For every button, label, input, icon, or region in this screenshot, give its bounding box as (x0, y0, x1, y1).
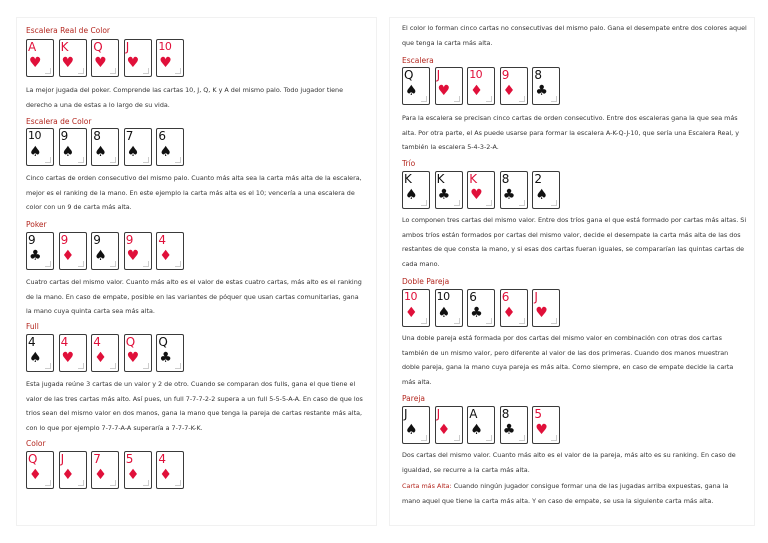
card-rank: 7 (93, 452, 101, 466)
card-rank: 9 (125, 233, 133, 247)
card-rank: 9 (501, 68, 509, 82)
card-rank: A (469, 407, 477, 421)
card-corner (110, 261, 116, 267)
playing-card (124, 39, 152, 77)
card-rank: 9 (60, 233, 68, 247)
card-corner (454, 435, 460, 441)
card-corner (486, 96, 492, 102)
heading-color: Color (26, 439, 46, 448)
club-icon: ♣ (535, 83, 548, 99)
card-rank: J (436, 68, 440, 82)
cards-poker (26, 232, 189, 273)
spade-icon: ♠ (159, 144, 172, 160)
club-icon: ♣ (437, 187, 451, 203)
card-rank: J (60, 452, 64, 466)
text-poker: Cuatro cartas del mismo valor. Cuanto más alto es el valor de estas cuatro cartas, más alto es el ranking de la mano. En caso de empate, posible en las variantes de póquer que usan cartas comunitarias, gana la mano cuya quinta carta sea más alta. (26, 278, 362, 315)
text-full: Esta jugada reúne 3 cartas de un valor y 2 de otro. Cuando se comparan dos fulls, gana el que tiene el valor de las tres cartas más alto. Así pues, un full 7-7-7-2-2 supera a un full 5-5-5-A-A. En caso de que los trios sean del mismo valor en dos manos, gana la mano que tenga la pareja de cartas restante más alta, con lo que por ejemplo 7-7-7-A-A superaría a 7-7-7-K-K. (26, 380, 363, 432)
card-rank: 8 (93, 129, 101, 143)
card-corner (110, 363, 116, 369)
card-corner (143, 157, 149, 163)
diamond-icon: ♦ (502, 305, 516, 321)
card-rank: K (436, 172, 444, 186)
club-icon: ♣ (29, 248, 42, 264)
heart-icon: ♥ (61, 55, 75, 71)
card-corner (143, 68, 149, 74)
playing-card (91, 451, 119, 489)
text-escalera-color: Cinco cartas de orden consecutivo del mismo palo. Cuanto más alta sea la carta más alta de la escalera, mejor es el ranking de la mano. En este ejemplo la carta más alta es el 10; vencería a una escalera de color con un 9 de carta más alta. (26, 174, 362, 211)
playing-card (467, 171, 495, 209)
playing-card (532, 171, 560, 209)
playing-card (435, 171, 463, 209)
spade-icon: ♠ (470, 422, 483, 438)
club-icon: ♣ (502, 187, 516, 203)
playing-card (435, 67, 463, 105)
diamond-icon: ♦ (405, 305, 418, 321)
card-corner (519, 96, 525, 102)
diamond-icon: ♦ (61, 467, 75, 483)
card-corner (110, 157, 116, 163)
card-corner (45, 157, 51, 163)
cards-doble-pareja (402, 289, 565, 330)
playing-card (156, 39, 184, 77)
card-rank: 6 (501, 290, 509, 304)
card-corner (78, 261, 84, 267)
card-corner (143, 261, 149, 267)
playing-card (500, 67, 528, 105)
text-color: El color lo forman cinco cartas no consecutivas del mismo palo. Gana el desempate entre dos colores aquel que tenga la carta más alta. (402, 24, 747, 47)
heart-icon: ♥ (159, 55, 172, 71)
playing-card (59, 232, 87, 270)
card-rank: K (404, 172, 412, 186)
diamond-icon: ♦ (29, 467, 42, 483)
heart-icon: ♥ (29, 55, 42, 71)
card-rank: 10 (469, 68, 483, 81)
diamond-icon: ♦ (437, 422, 451, 438)
diamond-icon: ♦ (470, 83, 483, 99)
card-rank: Q (404, 68, 413, 82)
card-rank: J (436, 407, 440, 421)
heading-pareja: Pareja (402, 394, 425, 403)
heart-icon: ♥ (126, 350, 140, 366)
card-rank: Q (28, 452, 37, 466)
card-rank: 2 (534, 172, 542, 186)
playing-card (402, 171, 430, 209)
playing-card (532, 67, 560, 105)
spade-icon: ♠ (94, 248, 107, 264)
heart-icon: ♥ (126, 248, 140, 264)
card-corner (421, 435, 427, 441)
card-corner (175, 157, 181, 163)
spade-icon: ♠ (94, 144, 107, 160)
card-corner (45, 480, 51, 486)
heart-icon: ♥ (126, 55, 140, 71)
card-corner (519, 200, 525, 206)
card-corner (551, 318, 557, 324)
heart-icon: ♥ (437, 83, 451, 99)
text-carta-mas-alta (402, 479, 747, 508)
card-rank: A (28, 40, 36, 54)
playing-card (59, 128, 87, 166)
card-rank: 8 (501, 172, 509, 186)
playing-card (26, 334, 54, 372)
card-corner (78, 157, 84, 163)
heading-doble-pareja: Doble Pareja (402, 277, 450, 286)
diamond-icon: ♦ (126, 467, 140, 483)
heart-icon: ♥ (61, 350, 75, 366)
heading-poker: Poker (26, 220, 47, 229)
playing-card (156, 451, 184, 489)
card-rank: Q (125, 335, 135, 349)
diamond-icon: ♦ (94, 350, 107, 366)
playing-card (435, 289, 463, 327)
text-escalera-real: La mejor jugada del poker. Comprende las cartas 10, J, Q, K y A del mismo palo. Todo jugador tiene derecho a una de estas a lo largo de su vida. (26, 86, 344, 109)
playing-card (156, 334, 184, 372)
playing-card (59, 451, 87, 489)
spade-icon: ♠ (437, 305, 451, 321)
diamond-icon: ♦ (502, 83, 516, 99)
card-corner (78, 363, 84, 369)
playing-card (124, 451, 152, 489)
card-rank: K (469, 172, 477, 186)
spade-icon: ♠ (29, 350, 42, 366)
card-corner (551, 96, 557, 102)
text-pareja: Dos cartas del mismo valor. Cuanto más alto es el valor de la pareja, más alto es su ranking. En caso de igualdad, se recurre a la carta más alta. (402, 451, 736, 474)
club-icon: ♣ (470, 305, 483, 321)
heart-icon: ♥ (94, 55, 107, 71)
card-rank: 9 (93, 233, 101, 247)
card-corner (110, 480, 116, 486)
heading-full: Full (26, 322, 39, 331)
card-corner (454, 318, 460, 324)
card-rank: Q (93, 40, 103, 54)
card-corner (421, 200, 427, 206)
card-corner (421, 96, 427, 102)
card-rank: 10 (158, 40, 172, 53)
playing-card (26, 128, 54, 166)
card-corner (454, 96, 460, 102)
heart-icon: ♥ (470, 187, 483, 203)
label-carta-mas-alta: Carta más Alta: (402, 482, 452, 490)
card-corner (45, 363, 51, 369)
text-doble-pareja: Una doble pareja está formada por dos cartas del mismo valor en combinación con otras dos cartas también de un mismo valor, pero diferente al valor de las dos primeras. Cuando dos manos muestran doble pareja, gana la mano cuya pareja es más alta. Como siempre, en caso de empate decide la carta más alta. (402, 334, 734, 386)
card-corner (78, 480, 84, 486)
card-corner (551, 435, 557, 441)
card-corner (45, 261, 51, 267)
card-rank: J (404, 407, 408, 421)
text-trio: Lo componen tres cartas del mismo valor. Entre dos tríos gana el que está formado por cartas más altas. Si ambos tríos están formados por cartas del mismo valor, decide el desempate la carta más alta de las dos restantes de que consta la mano, y si esas dos cartas fueran iguales, se compararían las quintas cartas de cada mano. (402, 216, 747, 268)
diamond-icon: ♦ (94, 467, 107, 483)
card-corner (143, 480, 149, 486)
playing-card (402, 406, 430, 444)
playing-card (26, 39, 54, 77)
card-rank: 4 (28, 335, 36, 349)
card-corner (78, 68, 84, 74)
diamond-icon: ♦ (159, 467, 172, 483)
playing-card (402, 289, 430, 327)
playing-card (26, 232, 54, 270)
card-corner (486, 318, 492, 324)
card-rank: 4 (93, 335, 101, 349)
card-rank: 4 (158, 452, 166, 466)
card-rank: 9 (28, 233, 36, 247)
card-corner (45, 68, 51, 74)
cards-color (26, 451, 189, 492)
heading-escalera-color: Escalera de Color (26, 117, 92, 126)
heading-trio: Trío (402, 159, 416, 168)
card-corner (175, 261, 181, 267)
diamond-icon: ♦ (159, 248, 172, 264)
card-corner (519, 318, 525, 324)
card-corner (175, 68, 181, 74)
body-carta-mas-alta: Cuando ningún jugador consigue formar una de las jugadas arriba expuestas, gana la mano aquel que tiene la carta más alta. Y en caso de empate, se usa la siguiente carta más alta. (402, 482, 729, 505)
cards-escalera-real (26, 39, 189, 80)
spade-icon: ♠ (405, 83, 418, 99)
text-escalera: Para la escalera se precisan cinco cartas de orden consecutivo. Entre dos escaleras gana la que sea más alta. Por otra parte, el As puede usarse para formar la escalera A-K-Q-J-10, que sería una Escalera Real, y también la escalera 5-4-3-2-A. (402, 114, 739, 151)
card-rank: 8 (501, 407, 509, 421)
playing-card (500, 406, 528, 444)
card-rank: 9 (60, 129, 68, 143)
playing-card (467, 406, 495, 444)
playing-card (26, 451, 54, 489)
playing-card (467, 289, 495, 327)
card-rank: 8 (534, 68, 542, 82)
card-rank: Q (158, 335, 168, 349)
playing-card (124, 232, 152, 270)
card-rank: 6 (469, 290, 477, 304)
cards-full (26, 334, 189, 375)
card-corner (454, 200, 460, 206)
heart-icon: ♥ (535, 422, 548, 438)
playing-card (124, 334, 152, 372)
playing-card (532, 289, 560, 327)
card-corner (486, 435, 492, 441)
spade-icon: ♠ (29, 144, 42, 160)
spade-icon: ♠ (405, 187, 418, 203)
playing-card (435, 406, 463, 444)
card-rank: 10 (436, 290, 450, 303)
playing-card (156, 128, 184, 166)
heading-escalera: Escalera (402, 56, 434, 65)
card-corner (110, 68, 116, 74)
spade-icon: ♠ (535, 187, 548, 203)
heading-escalera-real: Escalera Real de Color (26, 26, 111, 35)
playing-card (467, 67, 495, 105)
playing-card (500, 289, 528, 327)
card-rank: 4 (60, 335, 68, 349)
card-corner (175, 480, 181, 486)
cards-escalera (402, 67, 565, 108)
card-corner (486, 200, 492, 206)
diamond-icon: ♦ (61, 248, 75, 264)
club-icon: ♣ (502, 422, 516, 438)
card-corner (143, 363, 149, 369)
cards-trio (402, 171, 565, 212)
club-icon: ♣ (159, 350, 172, 366)
card-rank: 10 (28, 129, 41, 142)
spade-icon: ♠ (405, 422, 418, 438)
spade-icon: ♠ (61, 144, 75, 160)
card-rank: J (534, 290, 538, 304)
card-rank: 7 (125, 129, 133, 143)
playing-card (59, 334, 87, 372)
playing-card (91, 334, 119, 372)
cards-pareja (402, 406, 565, 447)
card-rank: 6 (158, 129, 166, 143)
card-corner (551, 200, 557, 206)
card-corner (519, 435, 525, 441)
card-corner (421, 318, 427, 324)
card-rank: 4 (158, 233, 166, 247)
card-rank: 5 (534, 407, 542, 421)
spade-icon: ♠ (126, 144, 140, 160)
card-rank: J (125, 40, 129, 54)
playing-card (124, 128, 152, 166)
playing-card (500, 171, 528, 209)
card-rank: 5 (125, 452, 133, 466)
heart-icon: ♥ (535, 305, 548, 321)
playing-card (59, 39, 87, 77)
card-corner (175, 363, 181, 369)
playing-card (91, 39, 119, 77)
playing-card (156, 232, 184, 270)
playing-card (91, 232, 119, 270)
playing-card (532, 406, 560, 444)
playing-card (91, 128, 119, 166)
card-rank: 10 (404, 290, 417, 303)
card-rank: K (60, 40, 68, 54)
cards-escalera-color (26, 128, 189, 169)
playing-card (402, 67, 430, 105)
